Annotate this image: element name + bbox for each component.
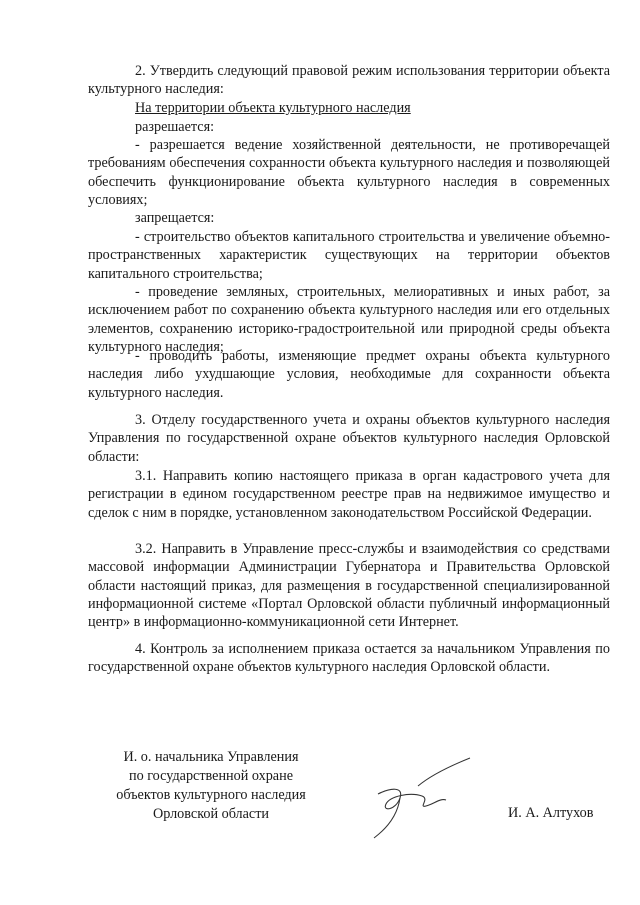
section-3-1: 3.1. Направить копию настоящего приказа в орган кадастрового учета для регистрации в едином государственном реестре прав на недвижимое имущество и сделок с ним в порядке, установленном законодательством Российской Федерации. <box>88 468 610 521</box>
section-2-subtitle: На территории объекта культурного наследия <box>135 100 411 116</box>
section-2-title: 2. Утвердить следующий правовой режим использования территории объекта культурного наследия: <box>88 63 610 98</box>
signatory-position-line: И. о. начальника Управления <box>123 749 299 765</box>
forbidden-item-2: - проведение земляных, строительных, мелиоративных и иных работ, за исключением работ по сохранению объекта культурного наследия или его отдельных элементов, сохранению историко-градостроительной или природной среды объекта культурного наследия; <box>88 284 610 355</box>
signatory-name: И. А. Алтухов <box>508 805 594 821</box>
allowed-item: - разрешается ведение хозяйственной деятельности, не противоречащей требованиям обеспечения сохранности объекта культурного наследия и позволяющей обеспечить функционирование объекта культурного наследия в современных условиях; <box>88 137 610 208</box>
forbidden-item-3: - проводить работы, изменяющие предмет охраны объекта культурного наследия либо ухудшающие условия, необходимые для сохранности объекта культурного наследия. <box>88 348 610 401</box>
section-3-title: 3. Отделу государственного учета и охраны объектов культурного наследия Управления по государственной охране объектов культурного наследия Орловской области: <box>88 412 610 465</box>
signatory-position-line: по государственной охране <box>128 768 293 784</box>
forbidden-label: запрещается: <box>135 210 215 226</box>
signatory-position <box>96 748 326 824</box>
signatory-position-line: объектов культурного наследия <box>116 787 306 803</box>
handwritten-signature <box>360 752 480 842</box>
allowed-label: разрешается: <box>135 119 215 135</box>
forbidden-item-1: - строительство объектов капитального строительства и увеличение объемно-пространственных характеристик существующих на территории объектов капитального строительства; <box>88 229 610 282</box>
section-4: 4. Контроль за исполнением приказа остается за начальником Управления по государственной охране объектов культурного наследия Орловской области. <box>88 641 610 676</box>
section-3-2: 3.2. Направить в Управление пресс-службы и взаимодействия со средствами массовой информации Администрации Губернатора и Правительства Орловской области настоящий приказ, для размещения в государственной специализированной информационной системе «Портал Орловской области публичный информационный центр» в информационно-коммуникационной сети Интернет. <box>88 541 610 631</box>
signatory-position-line: Орловской области <box>152 806 270 822</box>
